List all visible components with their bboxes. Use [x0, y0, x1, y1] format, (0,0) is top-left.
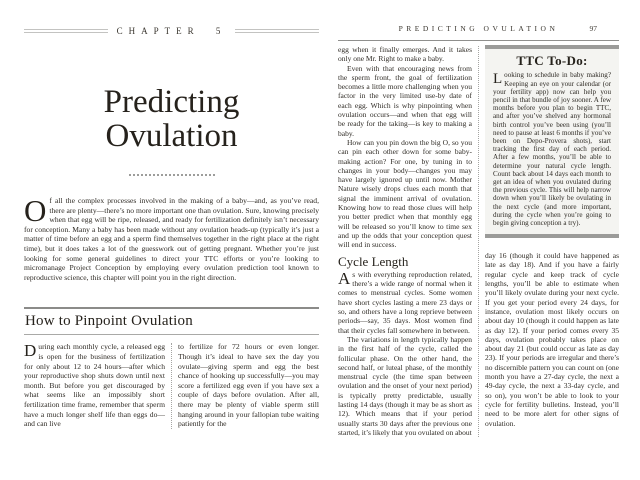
paragraph: egg when it finally emerges. And it takes only one Mr. Right to make a baby.: [338, 45, 472, 64]
page-number: 97: [589, 24, 597, 33]
chapter-title: [24, 85, 319, 153]
intro-paragraph: [24, 193, 319, 282]
running-head: [338, 24, 619, 34]
dropcap-l: L: [493, 71, 503, 88]
dropcap-d: D: [24, 341, 37, 361]
dropcap-o: O: [24, 193, 47, 228]
sidebar-title: TTC To-Do:: [516, 53, 588, 68]
cycle-length-heading: Cycle Length: [338, 253, 409, 269]
left-page-columns: [24, 342, 319, 428]
column2-text: to fertilize for 72 hours or even longer. Though it’s ideal to have sex the day you ovulate—giving sperm and egg the best chance of hooking up successfully—you may score a fertilized egg even if you have sex a couple of days before ovulation. After all, there may be plenty of viable sperm still hanging around in your fallopian tube waiting patiently for the: [178, 342, 319, 429]
column2-text: day 16 (though it could have happened as late as day 18). And if you have a fairly regular cycle and keep track of cycle lengths, you’ll be able to estimate when you’ll likely ovulate during your next cycle. If you get your period every 24 days, for instance, ovulation most likely occurs on about day 10 (though it could happen as late as day 12). If your period comes every 35 days, ovulation probably takes place on about day 21 (but could occur as late as day 23). If your periods are irregular and there’s no discernible pattern you can count on (one month you have a 27-day cycle, the next a 49-day cycle, the next a 33-day cycle, and so on), you won’t be able to look to your cycle for fertility bulletins. Instead, you’ll need to be more alert for other signs of ovulation.: [485, 251, 619, 428]
column-divider: [478, 46, 479, 437]
ttc-todo-sidebar: [485, 45, 619, 238]
sidebar-body-text: ooking to schedule in baby making? Keeping an eye on your calendar (or your fertility app) now can help you pencil in that bundle of joy sooner. A few months before you plan to begin TTC, and after you’ve shelved any hormonal birth control you’ve been using (you’ll need to pause at least 6 months if you’ve been on Depo-Provera shots), start tracking the first day of each period. After a few months, you’ll be able to determine your natural cycle length. Count back about 14 days each month to get an idea of when you ovulated during the previous cycle. This will help narrow down when you’ll likely be ovulating in the next cycle (and more important, during the cycle when you’re going to begin giving conception a try).: [493, 71, 611, 227]
column1-paragraph: [24, 342, 165, 428]
right-page-columns: [338, 45, 619, 437]
left-page: [24, 0, 319, 480]
left-page-column-2: [178, 342, 319, 428]
running-head-rule: [338, 40, 619, 41]
sidebar-text: [493, 71, 611, 227]
chapter-title-line2: Ovulation: [105, 118, 238, 154]
section-rule-bottom: [24, 334, 319, 335]
paragraph: The variations in length typically happen in the first half of the cycle, called the follicular phase. On the other hand, the second half, or luteal phase, of the monthly menstrual cycle (the time span between ovulation and the onset of your next period) is typically pretty predictable, usually lasting 14 days (though it may be as short as 12). Which means that if your period usually starts 30 days after the previous one started, it’s likely that you ovulated on about: [338, 334, 472, 437]
paragraph: [338, 270, 472, 335]
dropcap-a: A: [338, 268, 351, 288]
running-head-text: PREDICTING OVULATION: [398, 24, 559, 33]
chapter-rule-right: [235, 29, 319, 33]
chapter-title-line1: Predicting: [103, 84, 240, 120]
right-page-column-2: [485, 45, 619, 437]
right-page: [338, 0, 619, 480]
chapter-label: CHAPTER 5: [116, 25, 227, 36]
left-page-column-1: [24, 342, 165, 428]
column1-text: uring each monthly cycle, a released egg is open for the business of fertilization for only about 12 to 24 hours—after which your reproductive shop shuts down until next month. But before you get discouraged by what seems like an impossibly short fertilization time frame, remember that sperm have a much longer shelf life than eggs do—and can live: [24, 342, 165, 429]
section-heading: How to Pinpoint Ovulation: [25, 313, 193, 330]
chapter-rule-left: [24, 29, 108, 33]
ornament-divider: [129, 173, 215, 176]
chapter-header: [24, 26, 319, 35]
intro-text: f all the complex processes involved in the making of a baby—and, as you’ve read, there are plenty—there’s no more important one than ovulation. Sure, knowing precisely when that egg will be ripe, released, and ready for fertilization definitely isn’t necessary for conception. Many a baby has been made without any ovulation heads-up (typically it’s just a matter of time before an egg and a sperm find themselves together in the right place at the right time), but it does takes a lot of the guesswork out of getting pregnant. Whether you’re just looking for some general guidelines to direct your TTC efforts or you’re looking to micromanage Project Conception by employing every ovulation prediction tool known to reproductive science, this chapter will point you in the right direction.: [24, 196, 319, 282]
column-divider: [171, 343, 172, 428]
paragraph: Even with that encouraging news from the sperm front, the goal of fertilization becomes a little more challenging when you factor in the very limited use-by date of each egg. Which is why pinpointing when ovulation occurs—and when that egg will be ready for the taking—is key to making a baby.: [338, 63, 472, 138]
paragraph: How can you pin down the big O, so you can pin each other down for some baby-making action? For one, by tuning in to changes in your body—changes you may have largely ignored up until now. Mother Nature wisely drops clues each month that signal the imminent arrival of ovulation. Knowing how to read those clues will help you better predict when that monthly egg will be released so you’ll know to time sex and up the odds that your conception quest will end in success.: [338, 137, 472, 250]
right-page-column-1: [338, 45, 472, 437]
paragraph-text: s with everything reproduction related, there’s a wide range of normal when it comes to menstrual cycles. Some women have short cycles lasting a mere 23 days or so, and others have a long reprieve between periods—say, 35 days. Most women find that their cycles fall somewhere in between.: [338, 269, 472, 335]
